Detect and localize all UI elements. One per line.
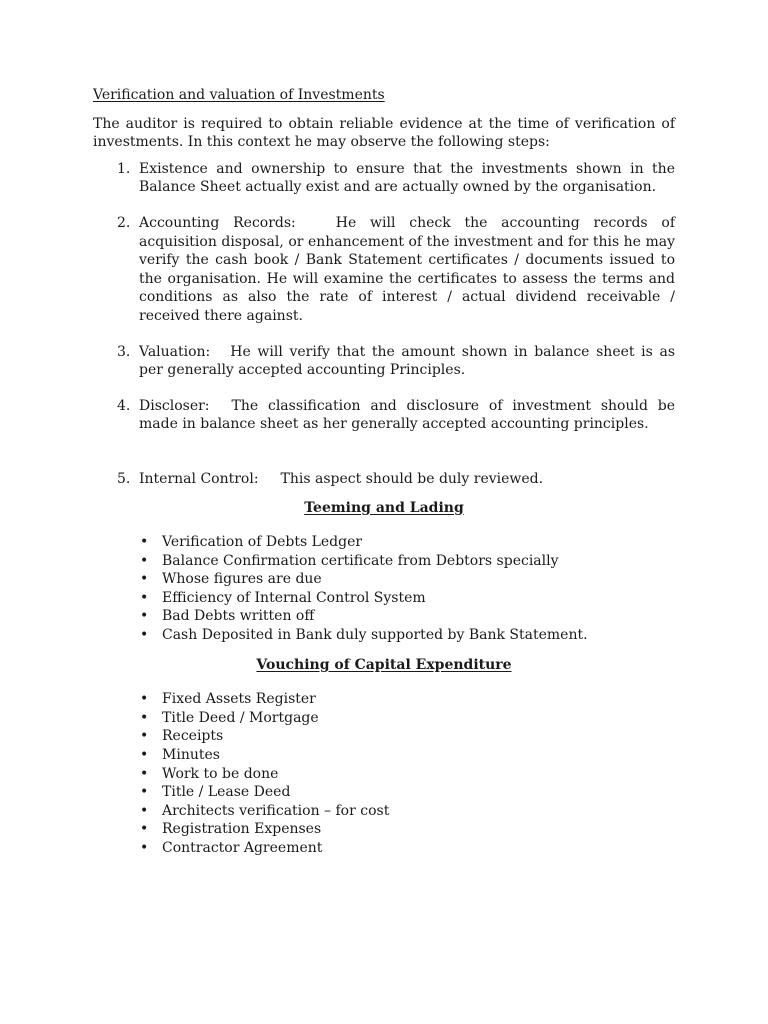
bullet-icon: •	[140, 747, 149, 764]
step-item	[93, 160, 675, 197]
list-item-text: Efficiency of Internal Control System	[162, 589, 426, 606]
step-number: 4.	[117, 397, 131, 414]
step-item	[93, 343, 675, 380]
step-text: The classification and disclosure of investment should be made in balance sheet as her generally accepted accounting principles.	[139, 397, 675, 433]
list-item-text: Balance Confirmation certificate from Debtors specially	[162, 552, 559, 569]
intro-paragraph: The auditor is required to obtain reliable evidence at the time of verification of investments. In this context he may observe the following steps:	[93, 115, 675, 151]
bullet-icon: •	[140, 802, 149, 819]
step-number: 3.	[117, 343, 131, 360]
document-title: Verification and valuation of Investments	[93, 87, 385, 103]
bullet-icon: •	[140, 691, 149, 708]
list-item	[93, 570, 675, 589]
steps-list	[93, 160, 675, 489]
list-item-text: Cash Deposited in Bank duly supported by Bank Statement.	[162, 627, 588, 644]
list-item-text: Receipts	[162, 728, 224, 745]
bullet-icon: •	[140, 821, 149, 838]
section-heading-teeming-lading: Teeming and Lading	[304, 499, 464, 516]
list-item-text: Fixed Assets Register	[162, 691, 316, 708]
bullet-icon: •	[140, 765, 149, 782]
list-item	[93, 589, 675, 608]
bullet-icon: •	[140, 534, 149, 551]
step-term: Valuation:	[139, 343, 211, 360]
step-text: This aspect should be duly reviewed.	[280, 470, 544, 487]
step-term: Internal Control:	[139, 470, 259, 487]
list-item-text: Bad Debts written off	[162, 608, 315, 625]
capital-expenditure-list	[93, 690, 675, 857]
list-item-text: Registration Expenses	[162, 821, 322, 838]
step-text: Existence and ownership to ensure that the investments shown in the Balance Sheet actually exist and are actually owned by the organisation.	[139, 160, 675, 196]
step-number: 2.	[117, 214, 131, 231]
bullet-icon: •	[140, 840, 149, 856]
list-item	[93, 746, 675, 765]
list-item	[93, 783, 675, 802]
step-item	[93, 397, 675, 434]
section-heading-capital-expenditure: Vouching of Capital Expenditure	[256, 656, 512, 673]
bullet-icon: •	[140, 728, 149, 745]
bullet-icon: •	[140, 571, 149, 588]
list-item	[93, 820, 675, 839]
list-item-text: Title Deed / Mortgage	[162, 709, 319, 726]
list-item	[93, 690, 675, 709]
step-term: Accounting Records:	[139, 214, 296, 231]
bullet-icon: •	[140, 608, 149, 625]
step-number: 5.	[117, 470, 131, 487]
bullet-icon: •	[140, 784, 149, 801]
bullet-icon: •	[140, 589, 149, 606]
list-item	[93, 709, 675, 728]
step-item	[93, 470, 675, 489]
step-item	[93, 214, 675, 326]
list-item	[93, 607, 675, 626]
list-item	[93, 626, 675, 645]
list-item	[93, 839, 675, 858]
list-item	[93, 727, 675, 746]
teeming-lading-list	[93, 533, 675, 645]
list-item	[93, 765, 675, 784]
list-item-text: Verification of Debts Ledger	[162, 534, 363, 551]
list-item	[93, 552, 675, 571]
list-item-text: Work to be done	[162, 765, 279, 782]
step-text: He will check the accounting records of acquisition disposal, or enhancement of the investment and for this he may verify the cash book / Bank Statement certificates / documents issued to the organisation. He will examine the certificates to assess the terms and conditions as also the rate of interest / actual dividend receivable / received there against.	[139, 214, 675, 324]
list-item	[93, 802, 675, 821]
list-item	[93, 533, 675, 552]
step-term: Discloser:	[139, 397, 210, 414]
list-item-text: Title / Lease Deed	[162, 784, 291, 801]
document-body	[93, 86, 675, 858]
step-text: He will verify that the amount shown in balance sheet is as per generally accepted accounting Principles.	[139, 343, 675, 379]
step-number: 1.	[117, 160, 131, 177]
list-item-text: Contractor Agreement	[162, 840, 323, 856]
list-item-text: Architects verification – for cost	[162, 802, 390, 819]
list-item-text: Whose figures are due	[162, 571, 322, 588]
list-item-text: Minutes	[162, 747, 220, 764]
bullet-icon: •	[140, 709, 149, 726]
bullet-icon: •	[140, 552, 149, 569]
bullet-icon: •	[140, 627, 149, 644]
